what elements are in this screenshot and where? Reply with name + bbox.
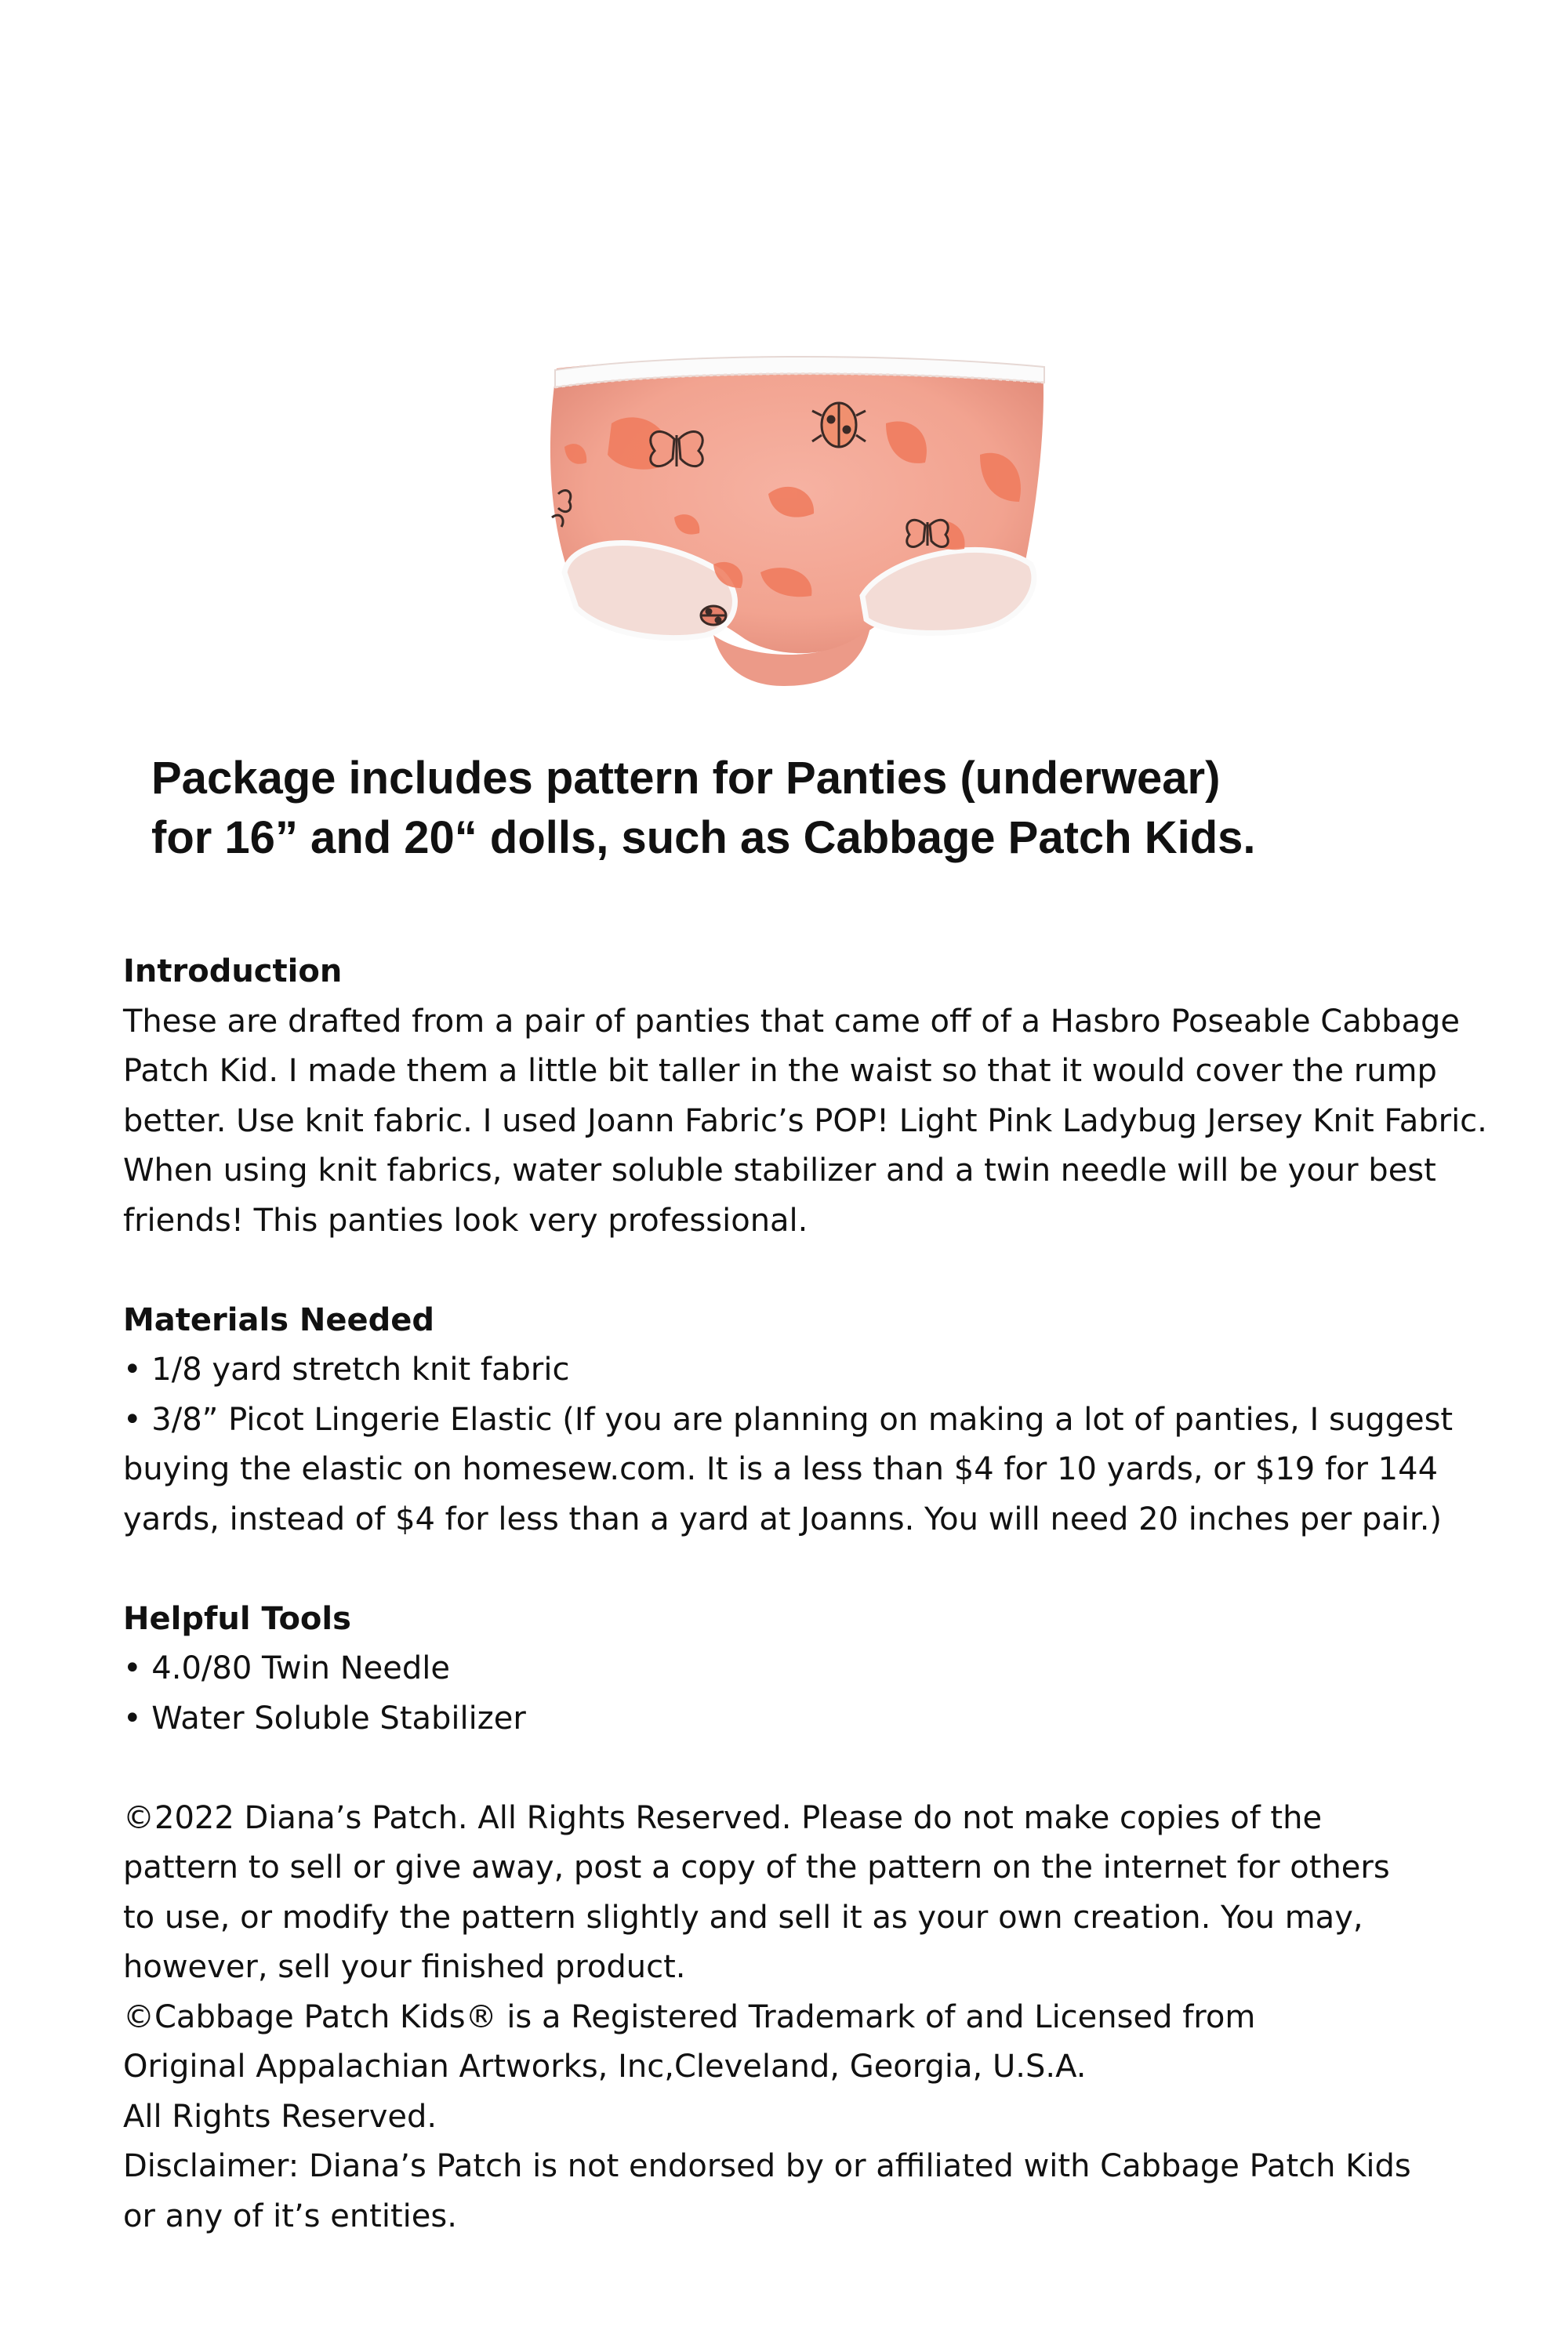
materials-heading: Materials Needed: [123, 1301, 435, 1338]
introduction-line: When using knit fabrics, water soluble stabilizer and a twin needle will be your best: [123, 1152, 1436, 1189]
package-headline: [151, 749, 1523, 868]
section-spacer: [123, 1544, 1534, 1595]
materials-line: • 3/8” Picot Lingerie Elastic (If you are planning on making a lot of panties, I suggest: [123, 1401, 1454, 1438]
legal-line: All Rights Reserved.: [123, 2098, 437, 2135]
section-spacer: [123, 1246, 1534, 1296]
legal-line: however, sell your finished product.: [123, 1949, 686, 1985]
tools-line: • 4.0/80 Twin Needle: [123, 1650, 450, 1686]
legal-line: Disclaimer: Diana’s Patch is not endorsed by or affiliated with Cabbage Patch Kids: [123, 2148, 1411, 2184]
section-spacer: [123, 1744, 1534, 1794]
materials-line: buying the elastic on homesew.com. It is a less than $4 for 10 yards, or $19 for 144: [123, 1451, 1439, 1487]
instructions-body: [123, 947, 1534, 2241]
legal-line: to use, or modify the pattern slightly and sell it as your own creation. You may,: [123, 1899, 1363, 1936]
butterfly-motif-right: [907, 520, 949, 546]
introduction-line: These are drafted from a pair of panties that came off of a Hasbro Poseable Cabbage: [123, 1003, 1461, 1040]
ladybug-motif-small: [701, 606, 726, 625]
tools-line: • Water Soluble Stabilizer: [123, 1700, 526, 1737]
tools-heading: Helpful Tools: [123, 1600, 351, 1637]
legal-line: ©Cabbage Patch Kids® is a Registered Trademark of and Licensed from: [123, 1998, 1256, 2035]
introduction-line: Patch Kid. I made them a little bit taller in the waist so that it would cover the rump: [123, 1053, 1437, 1089]
legal-line: Original Appalachian Artworks, Inc,Cleveland, Georgia, U.S.A.: [123, 2049, 1087, 2085]
introduction-line: friends! This panties look very professional.: [123, 1202, 808, 1239]
headline-line-2: for 16” and 20“ dolls, such as Cabbage Patch Kids.: [151, 812, 1256, 863]
headline-line-1: Package includes pattern for Panties (underwear): [151, 753, 1221, 804]
materials-line: • 1/8 yard stretch knit fabric: [123, 1352, 570, 1388]
butterfly-motif: [651, 432, 703, 466]
introduction-line: better. Use knit fabric. I used Joann Fabric’s POP! Light Pink Ladybug Jersey Knit Fabric.: [123, 1102, 1487, 1139]
legal-line: or any of it’s entities.: [123, 2198, 457, 2234]
materials-line: yards, instead of $4 for less than a yard at Joanns. You will need 20 inches per pair.): [123, 1501, 1443, 1537]
legal-line: ©2022 Diana’s Patch. All Rights Reserved. Please do not make copies of the: [123, 1799, 1323, 1836]
legal-line: pattern to sell or give away, post a copy of the pattern on the internet for others: [123, 1849, 1390, 1886]
introduction-heading: Introduction: [123, 953, 343, 989]
panties-product-photo: [517, 337, 1051, 713]
